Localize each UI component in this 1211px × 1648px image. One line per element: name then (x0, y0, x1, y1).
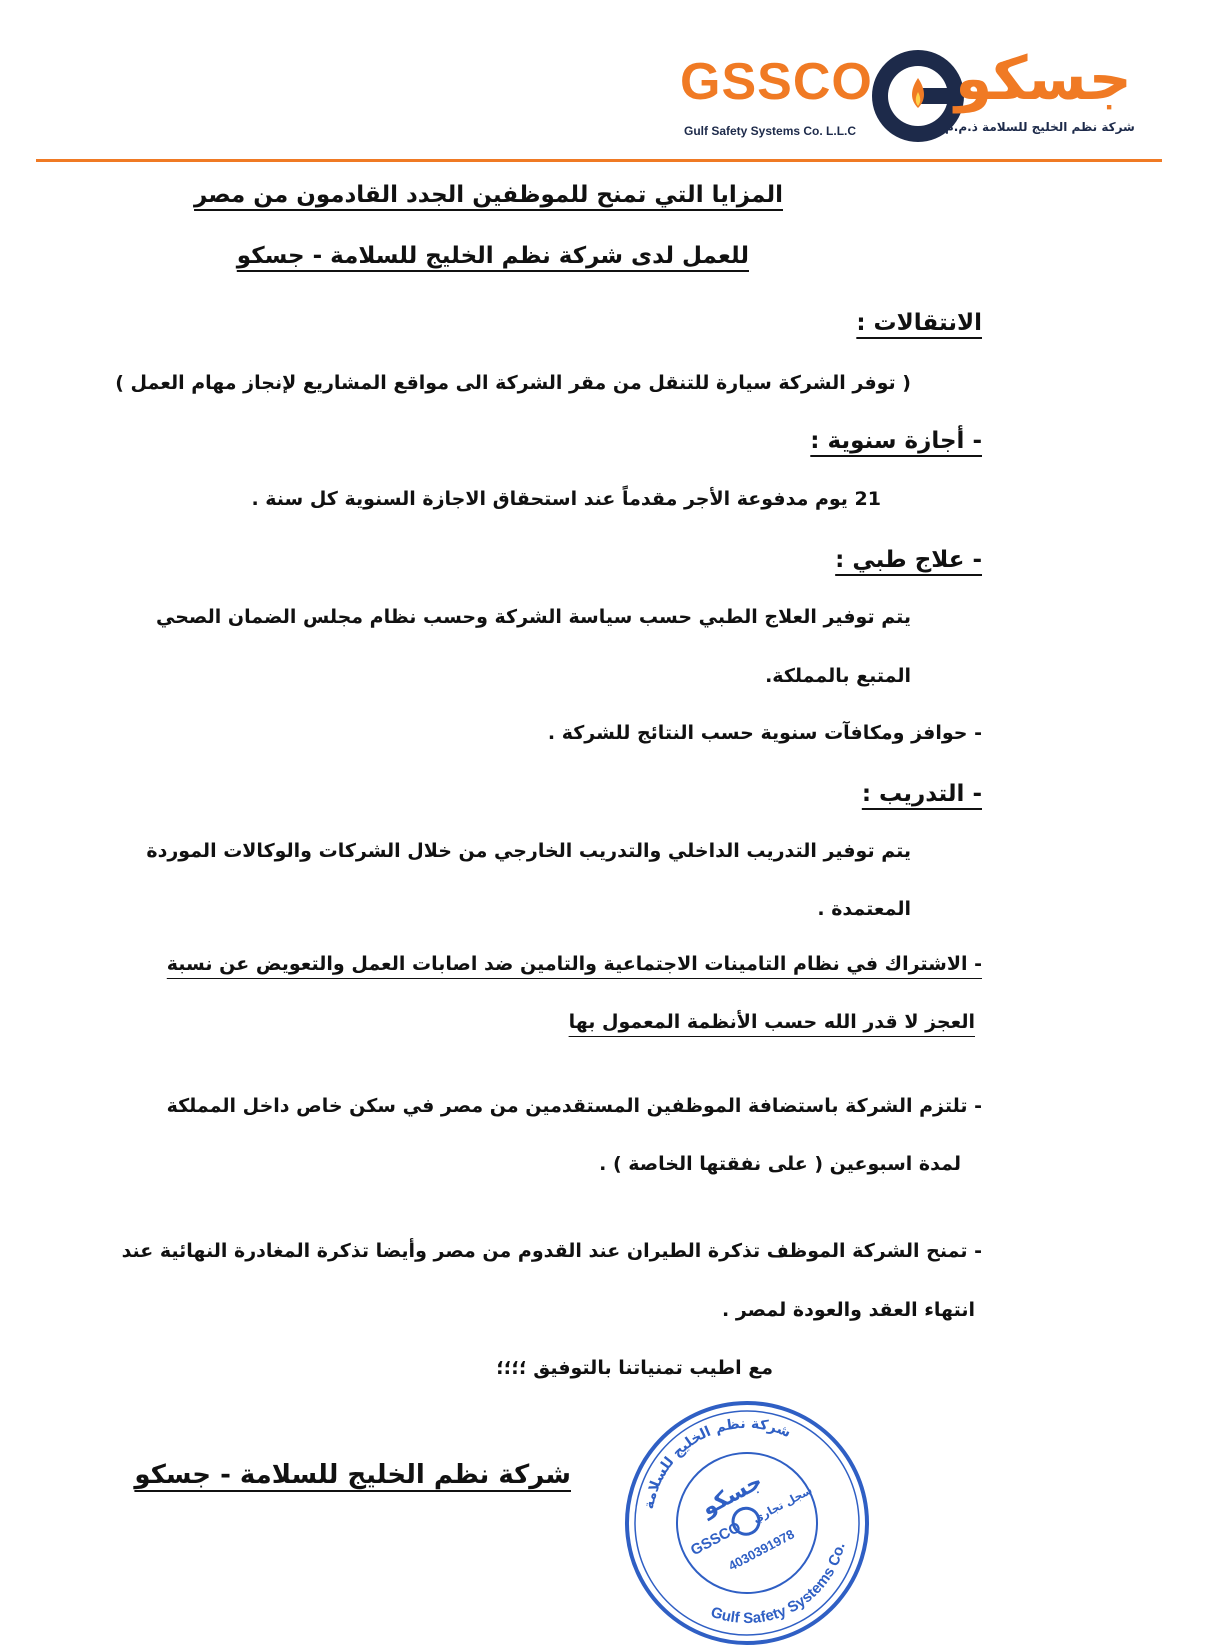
company-name-ar: شركة نظم الخليج للسلامة ذ.م.م (945, 120, 1135, 134)
ticket-text-line2: انتهاء العقد والعودة لمصر . (722, 1299, 975, 1321)
housing-text-line1: - تلتزم الشركة باستضافة الموظفين المستقدمين من مصر في سكن خاص داخل المملكة (166, 1095, 982, 1117)
stamp-brand-ar: جسكو (697, 1468, 767, 1522)
stamp-cr-number: 4030391978 (725, 1526, 797, 1574)
logo-text-ar: جسكو (955, 44, 1132, 114)
ticket-text-line1: - تمنح الشركة الموظف تذكرة الطيران عند القدوم من مصر وأيضا تذكرة المغادرة النهائية عند (121, 1240, 982, 1262)
svg-text:Gulf Safety Systems Co. (703, 1535, 866, 1648)
stamp-ring-ar: شركة نظم الخليج للسلامة (641, 1415, 794, 1511)
transport-text: ( توفر الشركة سيارة للتنقل من مقر الشركة الى مواقع المشاريع لإنجاز مهام العمل ) (115, 372, 911, 394)
medical-text-line1: يتم توفير العلاج الطبي حسب سياسة الشركة وحسب نظام مجلس الضمان الصحي (156, 606, 911, 628)
heading-training: - التدريب : (861, 781, 982, 807)
stamp-brand-en: GSSCO (687, 1518, 744, 1560)
heading-transport: الانتقالات : (856, 310, 982, 336)
insurance-text-line1: - الاشتراك في نظام التامينات الاجتماعية والتامين ضد اصابات العمل والتعويض عن نسبة (166, 953, 982, 975)
company-stamp (622, 1398, 872, 1648)
annual-leave-text: 21 يوم مدفوعة الأجر مقدماً عند استحقاق الاجازة السنوية كل سنة . (251, 488, 881, 510)
header-rule (36, 159, 1162, 162)
heading-annual-leave: - أجازة سنوية : (810, 428, 982, 454)
closing-wishes: مع اطيب تمنياتنا بالتوفيق ؛؛؛؛ (496, 1357, 773, 1379)
insurance-text-line2: العجز لا قدر الله حسب الأنظمة المعمول بها (568, 1011, 975, 1033)
company-name-en: Gulf Safety Systems Co. L.L.C (684, 124, 857, 138)
stamp-cr-label: سجل تجاري (750, 1483, 815, 1526)
incentives-text: - حوافز ومكافآت سنوية حسب النتائج للشركة . (547, 722, 982, 744)
stamp-ring-en: Gulf Safety Systems Co. (708, 1541, 849, 1628)
heading-medical: - علاج طبي : (835, 547, 982, 573)
training-text-line1: يتم توفير التدريب الداخلي والتدريب الخارجي من خلال الشركات والوكالات الموردة (146, 840, 911, 862)
document-subtitle: للعمل لدى شركة نظم الخليج للسلامة - جسكو (236, 243, 749, 269)
housing-text-line2: لمدة اسبوعين ( على نفقتها الخاصة ) . (599, 1153, 961, 1175)
medical-text-line2: المتبع بالمملكة. (765, 665, 911, 687)
logo-text-en: GSSCO (680, 53, 873, 111)
document-title: المزايا التي تمنح للموظفين الجدد القادمون من مصر (194, 182, 783, 208)
training-text-line2: المعتمدة . (817, 898, 911, 920)
signature-company: شركة نظم الخليج للسلامة - جسكو (134, 1460, 571, 1490)
